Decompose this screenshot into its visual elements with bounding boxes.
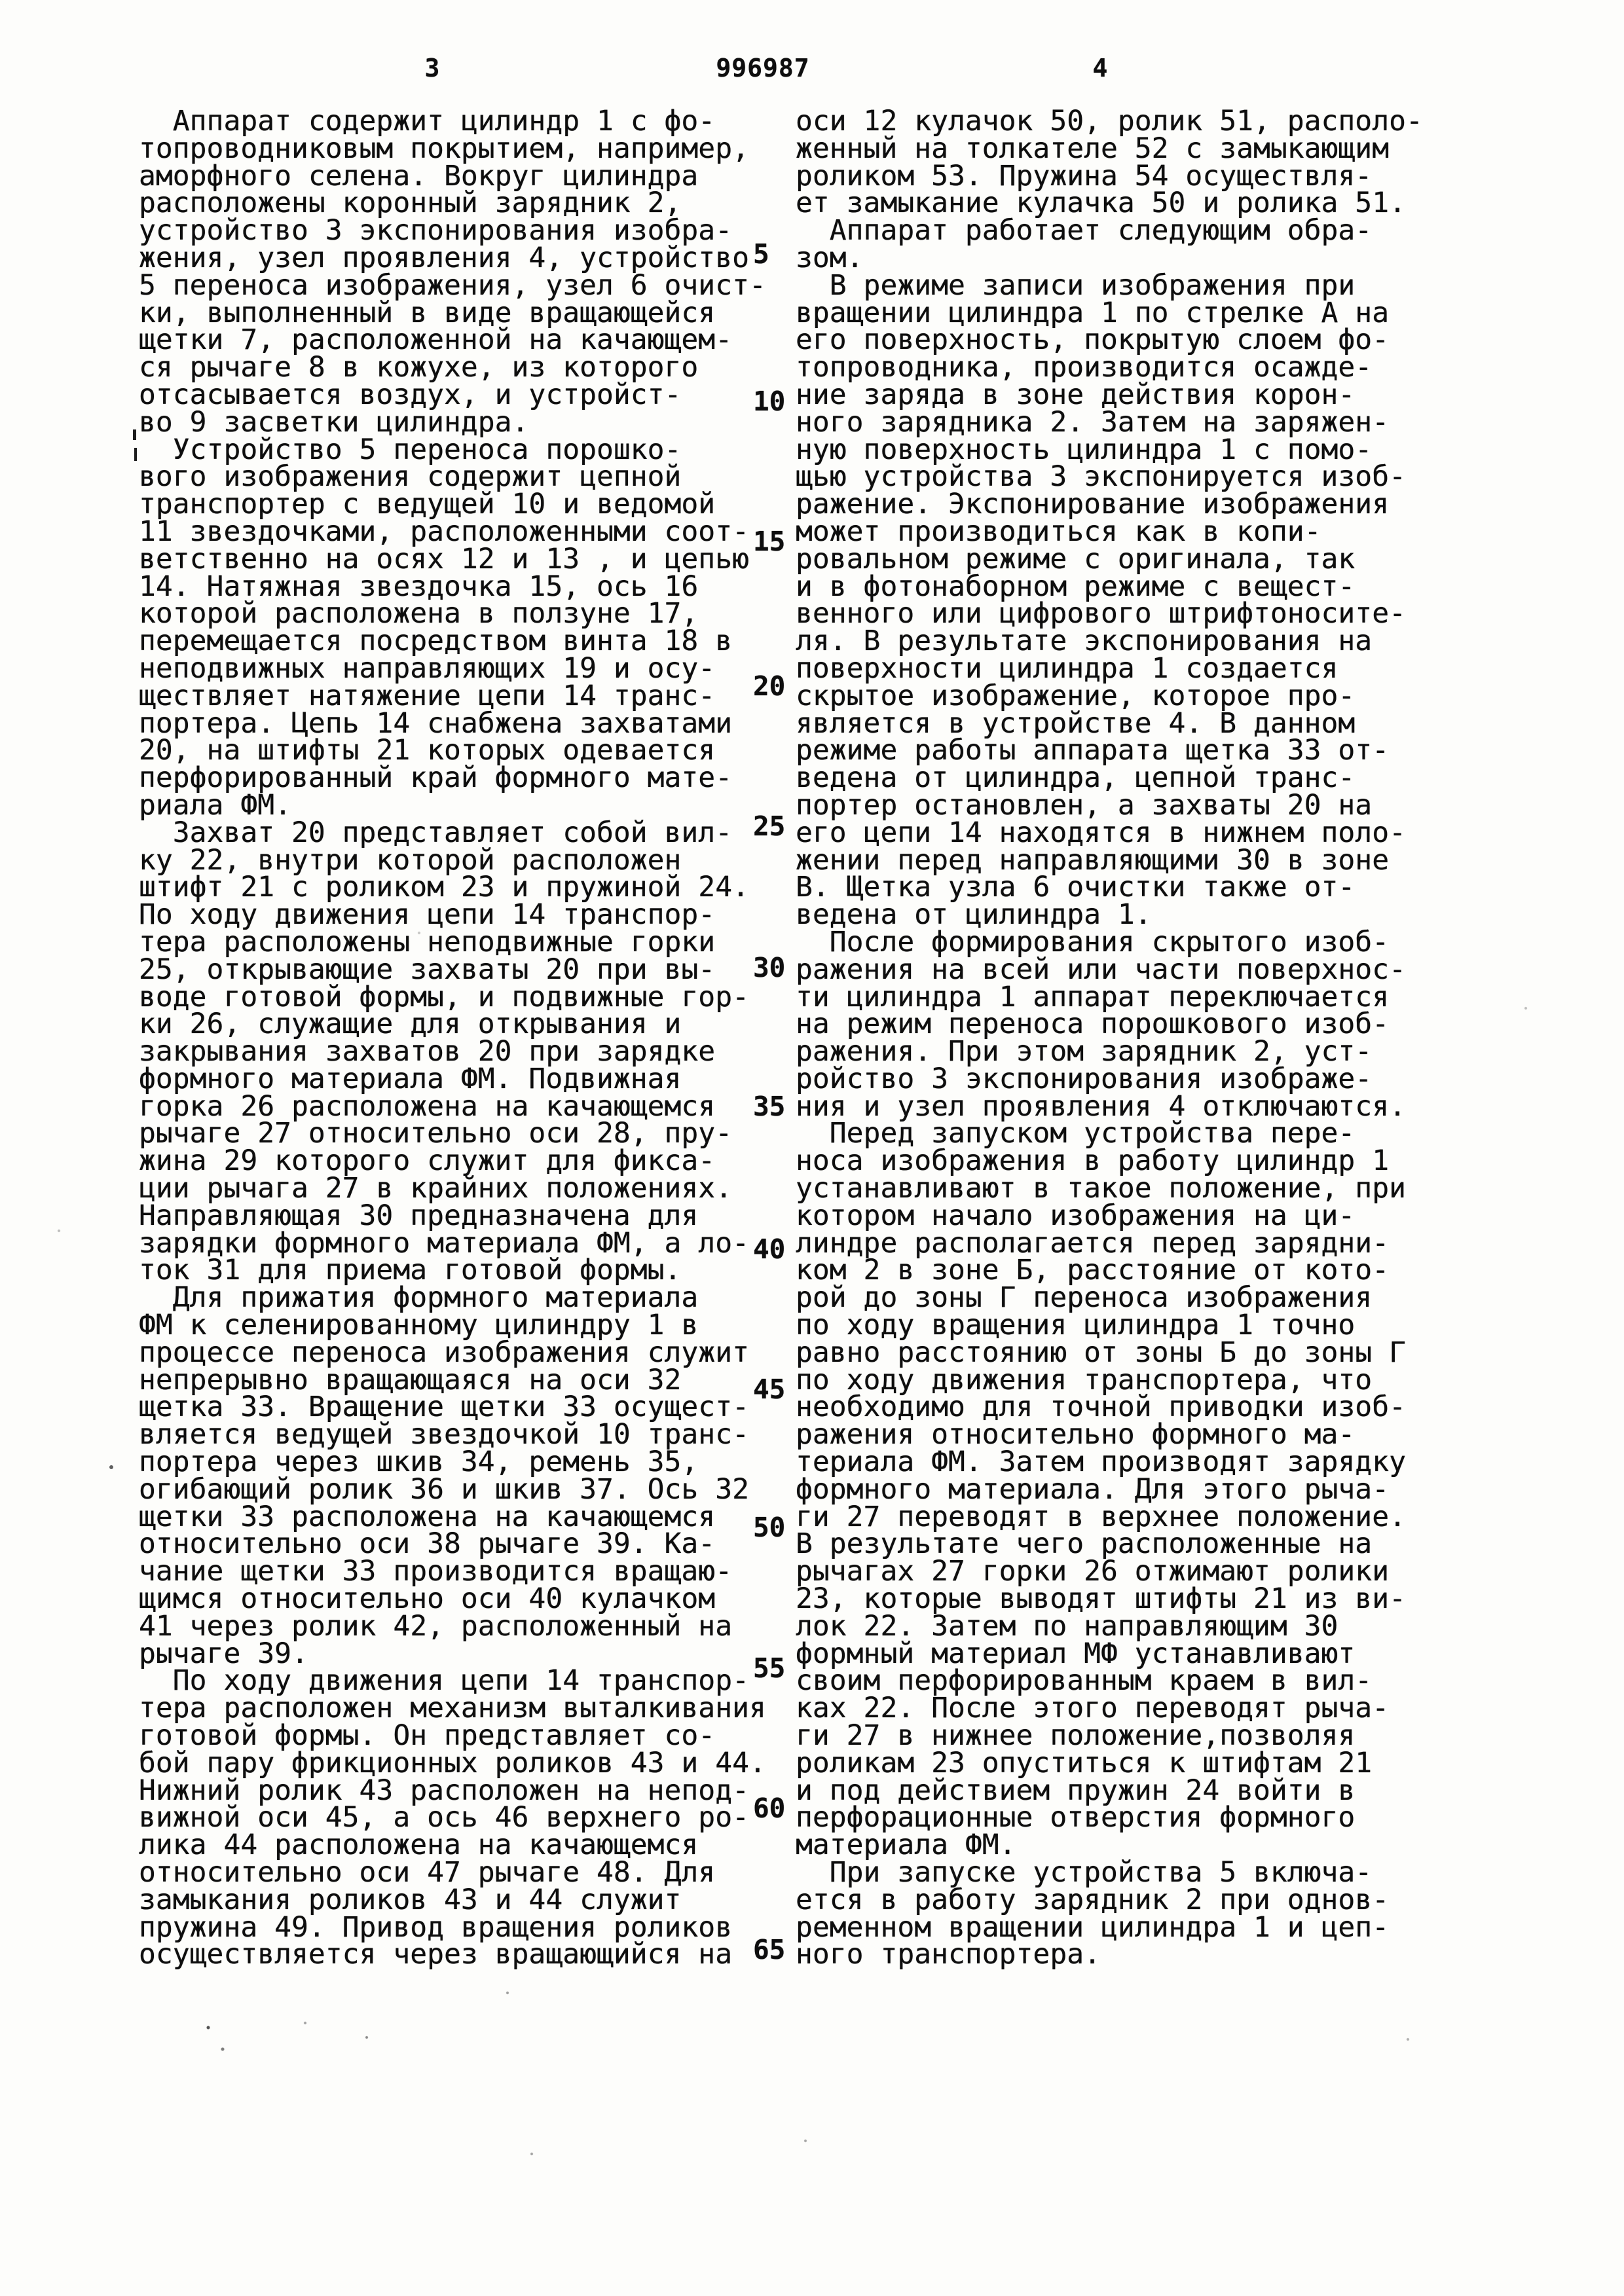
- text-line: женный на толкателе 52 с замыкающим: [796, 132, 1390, 165]
- text-line: В режиме записи изображения при: [796, 268, 1356, 302]
- text-line: перфорированный край формного мате-: [139, 761, 733, 795]
- scan-artifact: [134, 448, 137, 461]
- text-line: лика 44 расположена на качающемся: [139, 1829, 699, 1862]
- text-line: Устройство 5 переноса порошко-: [139, 433, 682, 466]
- text-line: ги 27 в нижнее положение,позволяя: [796, 1719, 1356, 1753]
- gutter-line-number: 20: [753, 670, 786, 702]
- text-line: 25, открывающие захваты 20 при вы-: [139, 953, 716, 986]
- text-line: формного материала. Для этого рыча-: [796, 1472, 1390, 1506]
- text-line: Аппарат работает следующим обра-: [796, 214, 1373, 247]
- text-line: В результате чего расположенные на: [796, 1527, 1373, 1561]
- text-line: Для прижатия формного материала: [139, 1281, 699, 1315]
- text-line: топроводниковым покрытием, например,: [139, 132, 749, 165]
- line-number-gutter: [753, 0, 795, 2296]
- text-line: щетка 33. Вращение щетки 33 осущест-: [139, 1391, 749, 1424]
- text-line: зом.: [796, 241, 864, 274]
- text-line: режиме работы аппарата щетка 33 от-: [796, 734, 1390, 767]
- text-line: жина 29 которого служит для фикса-: [139, 1144, 716, 1178]
- text-line: носа изображения в работу цилиндр 1: [796, 1144, 1390, 1178]
- text-line: рычаге 39.: [139, 1637, 308, 1670]
- text-line: В. Щетка узла 6 очистки также от-: [796, 871, 1356, 904]
- scan-artifact: [109, 1465, 113, 1469]
- text-line: замыкания роликов 43 и 44 служит: [139, 1883, 682, 1916]
- text-line: рой до зоны Г переноса изображения: [796, 1281, 1373, 1315]
- text-line: Аппарат содержит цилиндр 1 с фо-: [139, 105, 716, 137]
- text-line: котором начало изображения на ци-: [796, 1199, 1356, 1232]
- text-line: бой пару фрикционных роликов 43 и 44.: [139, 1746, 766, 1779]
- text-line: относительно оси 38 рычаге 39. Ка-: [139, 1527, 716, 1561]
- text-line: Нижний ролик 43 расположен на непод-: [139, 1774, 749, 1807]
- text-line: формный материал МФ устанавливают: [796, 1637, 1356, 1670]
- text-line: горка 26 расположена на качающемся: [139, 1089, 716, 1123]
- text-line: оси 12 кулачок 50, ролик 51, располо-: [796, 105, 1423, 137]
- gutter-line-number: 40: [753, 1233, 786, 1265]
- text-line: перфорационные отверстия формного: [796, 1801, 1356, 1834]
- text-line: по ходу вращения цилиндра 1 точно: [796, 1309, 1356, 1342]
- text-line: По ходу движения цепи 14 транспор-: [139, 1664, 749, 1698]
- gutter-line-number: 65: [753, 1934, 786, 1965]
- text-line: вращении цилиндра 1 по стрелке А на: [796, 296, 1390, 329]
- text-line: ФМ к селенированному цилиндру 1 в: [139, 1309, 699, 1342]
- text-line: формного материала ФМ. Подвижная: [139, 1062, 682, 1095]
- text-line: 14. Натяжная звездочка 15, ось 16: [139, 570, 699, 603]
- text-line: портера. Цепь 14 снабжена захватами: [139, 706, 733, 740]
- text-line: ется в работу зарядник 2 при однов-: [796, 1883, 1390, 1916]
- text-line: устанавливают в такое положение, при: [796, 1172, 1406, 1205]
- text-line: расположены коронный зарядник 2,: [139, 187, 682, 220]
- text-line: скрытое изображение, которое про-: [796, 679, 1356, 712]
- text-line: необходимо для точной приводки изоб-: [796, 1391, 1406, 1424]
- text-line: риала ФМ.: [139, 788, 291, 822]
- text-line: штифт 21 с роликом 23 и пружиной 24.: [139, 871, 749, 904]
- page-number-right: 4: [1092, 54, 1108, 82]
- text-line: ровальном режиме с оригинала, так: [796, 542, 1356, 575]
- text-line: перемещается посредством винта 18 в: [139, 625, 733, 658]
- gutter-line-number: 35: [753, 1091, 786, 1122]
- text-line: по ходу движения транспортера, что: [796, 1363, 1373, 1396]
- text-line: материала ФМ.: [796, 1829, 1016, 1862]
- text-line: роликам 23 опуститься к штифтам 21: [796, 1746, 1373, 1779]
- text-line: равно расстоянию от зоны Б до зоны Г: [796, 1336, 1406, 1369]
- gutter-line-number: 5: [753, 238, 769, 270]
- text-line: на режим переноса порошкового изоб-: [796, 1008, 1390, 1041]
- text-line: является в устройстве 4. В данном: [796, 706, 1356, 740]
- text-line: жении перед направляющими 30 в зоне: [796, 843, 1390, 877]
- text-line: чание щетки 33 производится вращаю-: [139, 1555, 733, 1588]
- text-line: и под действием пружин 24 войти в: [796, 1774, 1356, 1807]
- gutter-line-number: 15: [753, 526, 786, 557]
- text-line: ции рычага 27 в крайних положениях.: [139, 1172, 733, 1205]
- text-line: ся рычаге 8 в кожухе, из которого: [139, 351, 699, 384]
- gutter-line-number: 25: [753, 811, 786, 842]
- text-line: тера расположен механизм выталкивания: [139, 1692, 766, 1725]
- text-line: ройство 3 экспонирования изображе-: [796, 1062, 1373, 1095]
- scan-artifact: [133, 429, 136, 440]
- text-line: топроводника, производится осажде-: [796, 351, 1373, 384]
- text-line: 23, которые выводят штифты 21 из ви-: [796, 1582, 1406, 1616]
- gutter-line-number: 55: [753, 1652, 786, 1684]
- text-line: его поверхность, покрытую слоем фо-: [796, 323, 1390, 357]
- text-line: тера расположены неподвижные горки: [139, 925, 716, 958]
- text-line: отсасывается воздух, и устройст-: [139, 378, 682, 411]
- text-line: ветственно на осях 12 и 13 , и цепью: [139, 542, 749, 575]
- text-line: ки 26, служащие для открывания и: [139, 1008, 682, 1041]
- text-line: рычагах 27 горки 26 отжимают ролики: [796, 1555, 1390, 1588]
- text-line: После формирования скрытого изоб-: [796, 925, 1390, 958]
- text-line: ти цилиндра 1 аппарат переключается: [796, 980, 1390, 1013]
- text-line: ного транспортера.: [796, 1938, 1101, 1971]
- text-line: портер остановлен, а захваты 20 на: [796, 788, 1373, 822]
- text-line: линдре располагается перед зарядни-: [796, 1226, 1390, 1260]
- text-line: ражения. При этом зарядник 2, уст-: [796, 1035, 1373, 1068]
- text-line: ременном вращении цилиндра 1 и цеп-: [796, 1910, 1390, 1944]
- text-line: пружина 49. Привод вращения роликов: [139, 1910, 733, 1944]
- text-line: ком 2 в зоне Б, расстояние от кото-: [796, 1254, 1390, 1287]
- text-line: ражение. Экспонирование изображения: [796, 488, 1390, 521]
- left-text-column: [139, 105, 800, 1971]
- text-line: ражения относительно формного ма-: [796, 1418, 1356, 1451]
- text-line: поверхности цилиндра 1 создается: [796, 651, 1338, 685]
- gutter-line-number: 30: [753, 952, 786, 983]
- text-line: При запуске устройства 5 включа-: [796, 1856, 1373, 1889]
- gutter-line-number: 45: [753, 1374, 786, 1405]
- text-line: процессе переноса изображения служит: [139, 1336, 749, 1369]
- text-line: ток 31 для приема готовой формы.: [139, 1254, 682, 1287]
- text-line: ля. В результате экспонирования на: [796, 625, 1373, 658]
- text-line: венного или цифрового штрифтоносите-: [796, 597, 1406, 630]
- text-line: ет замыкание кулачка 50 и ролика 51.: [796, 187, 1406, 220]
- text-line: закрывания захватов 20 при зарядке: [139, 1035, 716, 1068]
- gutter-line-number: 60: [753, 1793, 786, 1824]
- text-line: которой расположена в ползуне 17,: [139, 597, 699, 630]
- text-line: щимся относительно оси 40 кулачком: [139, 1582, 716, 1616]
- text-line: териала ФМ. Затем производят зарядку: [796, 1446, 1406, 1479]
- text-line: зарядки формного материала ФМ, а ло-: [139, 1226, 749, 1260]
- text-line: лок 22. Затем по направляющим 30: [796, 1609, 1338, 1643]
- page-number-left: 3: [424, 54, 440, 82]
- text-line: 5 переноса изображения, узел 6 очист-: [139, 268, 766, 302]
- text-line: может производиться как в копи-: [796, 515, 1321, 548]
- text-line: рычаге 27 относительно оси 28, пру-: [139, 1117, 733, 1150]
- text-line: ние заряда в зоне действия корон-: [796, 378, 1356, 411]
- text-line: вляется ведущей звездочкой 10 транс-: [139, 1418, 749, 1451]
- text-line: вижной оси 45, а ось 46 верхнего ро-: [139, 1801, 749, 1834]
- gutter-line-number: 50: [753, 1512, 786, 1543]
- text-line: неподвижных направляющих 19 и осу-: [139, 651, 716, 685]
- patent-number: 996987: [716, 54, 810, 82]
- text-line: ку 22, внутри которой расположен: [139, 843, 682, 877]
- text-line: транспортер с ведущей 10 и ведомой: [139, 488, 716, 521]
- text-line: Захват 20 представляет собой вил-: [139, 816, 733, 849]
- text-line: огибающий ролик 36 и шкив 37. Ось 32: [139, 1472, 749, 1506]
- text-line: По ходу движения цепи 14 транспор-: [139, 898, 716, 932]
- text-line: роликом 53. Пружина 54 осуществля-: [796, 159, 1373, 192]
- text-line: ги 27 переводят в верхнее положение.: [796, 1500, 1406, 1533]
- text-line: ществляет натяжение цепи 14 транс-: [139, 679, 716, 712]
- text-line: его цепи 14 находятся в нижнем поло-: [796, 816, 1406, 849]
- gutter-line-number: 10: [753, 386, 786, 417]
- text-line: своим перфорированным краем в вил-: [796, 1664, 1373, 1698]
- text-line: относительно оси 47 рычаге 48. Для: [139, 1856, 716, 1889]
- text-line: ки, выполненный в виде вращающейся: [139, 296, 716, 329]
- text-line: ках 22. После этого переводят рыча-: [796, 1692, 1390, 1725]
- text-line: щетки 7, расположенной на качающем-: [139, 323, 733, 357]
- text-line: осуществляется через вращающийся на: [139, 1938, 733, 1971]
- text-line: во 9 засветки цилиндра.: [139, 405, 529, 439]
- text-line: готовой формы. Он представляет со-: [139, 1719, 716, 1753]
- text-line: Направляющая 30 предназначена для: [139, 1199, 699, 1232]
- text-line: ведена от цилиндра, цепной транс-: [796, 761, 1356, 795]
- text-line: щетки 33 расположена на качающемся: [139, 1500, 716, 1533]
- text-line: воде готовой формы, и подвижные гор-: [139, 980, 749, 1013]
- text-line: вого изображения содержит цепной: [139, 460, 682, 494]
- text-line: ведена от цилиндра 1.: [796, 898, 1152, 932]
- text-line: ную поверхность цилиндра 1 с помо-: [796, 433, 1373, 466]
- text-line: 11 звездочками, расположенными соот-: [139, 515, 749, 548]
- text-line: непрерывно вращающаяся на оси 32: [139, 1363, 682, 1396]
- text-line: щью устройства 3 экспонируется изоб-: [796, 460, 1406, 494]
- text-line: аморфного селена. Вокруг цилиндра: [139, 159, 699, 192]
- text-line: ния и узел проявления 4 отключаются.: [796, 1089, 1406, 1123]
- text-line: жения, узел проявления 4, устройство: [139, 241, 749, 274]
- text-line: ражения на всей или части поверхнос-: [796, 953, 1406, 986]
- text-line: портера через шкив 34, ремень 35,: [139, 1446, 699, 1479]
- text-line: 20, на штифты 21 которых одевается: [139, 734, 716, 767]
- text-line: и в фотонаборном режиме с вещест-: [796, 570, 1356, 603]
- text-line: 41 через ролик 42, расположенный на: [139, 1609, 733, 1643]
- text-line: Перед запуском устройства пере-: [796, 1117, 1356, 1150]
- text-line: устройство 3 экспонирования изобра-: [139, 214, 733, 247]
- right-text-column: [796, 105, 1457, 1971]
- text-line: ного зарядника 2. Затем на заряжен-: [796, 405, 1390, 439]
